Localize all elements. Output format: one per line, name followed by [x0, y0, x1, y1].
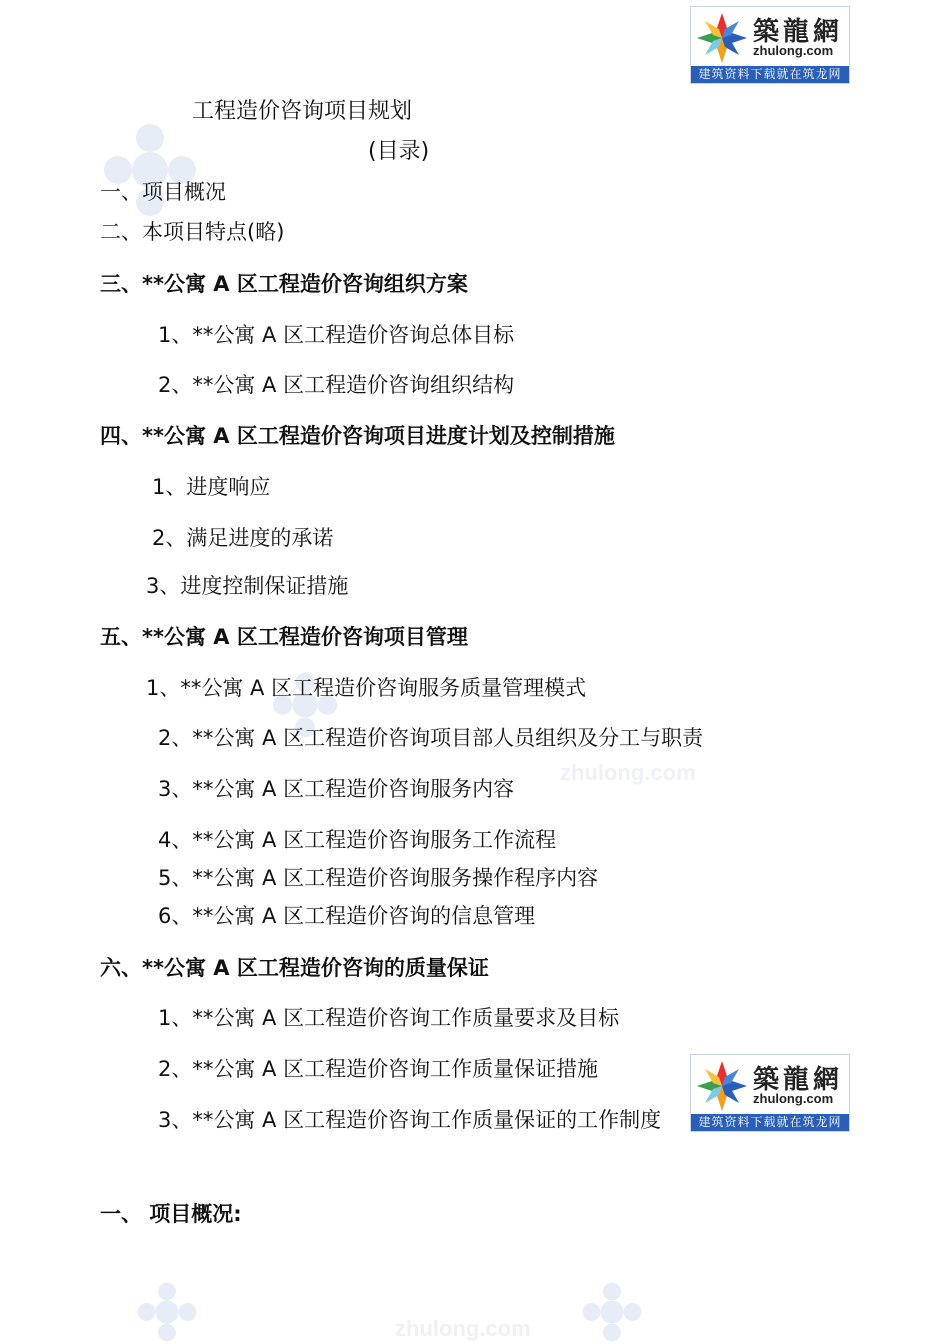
doc-title: 工程造价咨询项目规划	[192, 99, 413, 124]
toc-item: 六、**公寓 A 区工程造价咨询的质量保证	[100, 956, 489, 980]
logo-slogan: 建筑资料下载就在筑龙网	[691, 1114, 849, 1131]
logo-name-cn: 築龍網	[753, 17, 844, 47]
toc-item: 1、**公寓 A 区工程造价咨询工作质量要求及目标	[158, 1006, 620, 1030]
doc-subtitle: (目录)	[368, 139, 430, 164]
toc-item: 二、本项目特点(略)	[100, 220, 285, 244]
toc-item: 4、**公寓 A 区工程造价咨询服务工作流程	[158, 828, 557, 852]
logo-slogan: 建筑资料下载就在筑龙网	[691, 66, 849, 83]
watermark-text: zhulong.com	[395, 1316, 531, 1341]
toc-item: 五、**公寓 A 区工程造价咨询项目管理	[100, 625, 468, 649]
toc-item: 3、**公寓 A 区工程造价咨询工作质量保证的工作制度	[158, 1108, 662, 1132]
toc-item: 3、**公寓 A 区工程造价咨询服务内容	[158, 777, 515, 801]
toc-item: 2、满足进度的承诺	[152, 526, 334, 550]
watermark-text: zhulong.com	[560, 760, 696, 785]
toc-item: 5、**公寓 A 区工程造价咨询服务操作程序内容	[158, 866, 599, 890]
logo-domain: zhulong.com	[753, 43, 834, 58]
zhulong-logo-top	[690, 6, 850, 84]
toc-item: 2、**公寓 A 区工程造价咨询工作质量保证措施	[158, 1057, 599, 1081]
toc-item: 2、**公寓 A 区工程造价咨询项目部人员组织及分工与职责	[158, 726, 704, 750]
zhulong-logo-bottom	[690, 1054, 850, 1132]
toc-item: 三、**公寓 A 区工程造价咨询组织方案	[100, 272, 468, 296]
toc-item: 2、**公寓 A 区工程造价咨询组织结构	[158, 373, 515, 397]
toc-item: 四、**公寓 A 区工程造价咨询项目进度计划及控制措施	[100, 424, 615, 448]
watermark-flower-icon	[135, 1280, 199, 1344]
toc-item: 6、**公寓 A 区工程造价咨询的信息管理	[158, 904, 536, 928]
toc-item: 1、进度响应	[152, 475, 271, 499]
toc-item: 1、**公寓 A 区工程造价咨询服务质量管理模式	[146, 676, 587, 700]
toc-item: 3、进度控制保证措施	[146, 574, 349, 598]
watermark-flower-icon	[580, 1280, 644, 1344]
logo-name-cn: 築龍網	[753, 1065, 844, 1095]
toc-item: 1、**公寓 A 区工程造价咨询总体目标	[158, 323, 515, 347]
zhulong-flower-icon	[695, 11, 749, 65]
logo-domain: zhulong.com	[753, 1091, 834, 1106]
section-heading: 一、 项目概况:	[100, 1202, 242, 1226]
zhulong-flower-icon	[695, 1059, 749, 1113]
toc-item: 一、项目概况	[100, 180, 226, 204]
